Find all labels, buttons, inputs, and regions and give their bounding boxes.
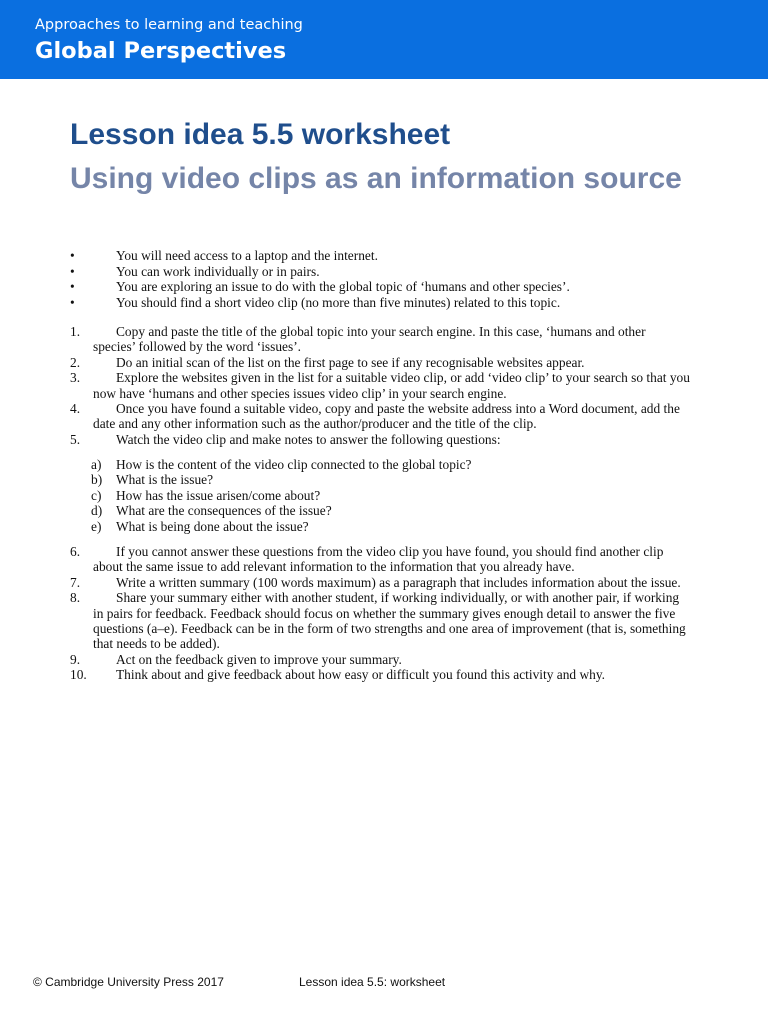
- step-text: Explore the websites given in the list for a suitable video clip, or add ‘video clip’ to your search so that you now have ‘humans and other species issues video clip’ in your search engine.: [93, 370, 690, 401]
- bullet-icon: •: [70, 263, 75, 279]
- question-letter: e): [91, 518, 102, 534]
- question-text: What are the consequences of the issue?: [116, 503, 332, 519]
- question-letter: c): [91, 487, 102, 503]
- questions-list: [91, 457, 691, 534]
- list-item: • You can work individually or in pairs.: [70, 263, 320, 279]
- step-text: Share your summary either with another student, if working individually, or with another pair, if working in pairs for feedback. Feedback should focus on whether the summary gives enough detail to answer the five questions (a–e). Feedback can be in the form of two strengths and one area of improvement (that is, something that needs to be added).: [93, 590, 686, 652]
- header-banner: [0, 0, 768, 79]
- step-number: 7.: [70, 574, 81, 590]
- page-subtitle: Using video clips as an information source: [70, 162, 682, 195]
- page-title: Lesson idea 5.5 worksheet: [70, 118, 451, 151]
- step-number: 4.: [70, 401, 81, 417]
- bullet-icon: •: [70, 294, 75, 310]
- question-item: [91, 503, 691, 518]
- step-item: [70, 544, 690, 575]
- step-item: [70, 355, 690, 370]
- question-item: [91, 472, 691, 487]
- step-number: 9.: [70, 651, 81, 667]
- step-item: [70, 652, 690, 667]
- step-text: Once you have found a suitable video, copy and paste the website address into a Word document, add the date and any other information such as the author/producer and the title of the clip.: [93, 401, 680, 432]
- step-item: [70, 401, 690, 432]
- step-item: [70, 370, 690, 401]
- banner-title: Global Perspectives: [35, 38, 287, 64]
- step-text: Write a written summary (100 words maximum) as a paragraph that includes information about the issue.: [116, 574, 681, 590]
- question-letter: b): [91, 472, 103, 488]
- step-item: [70, 667, 690, 682]
- step-item: [70, 432, 690, 447]
- question-item: [91, 488, 691, 503]
- step-text: Do an initial scan of the list on the first page to see if any recognisable websites appear.: [116, 354, 585, 370]
- bullet-icon: •: [70, 248, 75, 263]
- step-text: If you cannot answer these questions from the video clip you have found, you should find another clip about the same issue to add relevant information to the information that you already have.: [93, 544, 664, 575]
- banner-subtitle: Approaches to learning and teaching: [35, 17, 303, 33]
- question-letter: d): [91, 503, 103, 519]
- steps-list-continued: [70, 544, 690, 683]
- question-letter: a): [91, 457, 102, 472]
- step-text: Copy and paste the title of the global topic into your search engine. In this case, ‘humans and other species’ followed by the word ‘issues’.: [93, 324, 646, 355]
- step-item: [70, 575, 690, 590]
- step-number: 2.: [70, 354, 81, 370]
- step-text: Think about and give feedback about how easy or difficult you found this activity and why.: [116, 667, 606, 683]
- step-text: Watch the video clip and make notes to answer the following questions:: [116, 431, 501, 447]
- list-item: • You should find a short video clip (no more than five minutes) related to this topic.: [70, 294, 561, 310]
- question-text: What is being done about the issue?: [116, 518, 309, 534]
- steps-list: [70, 324, 690, 447]
- list-item: • You will need access to a laptop and the internet.: [70, 248, 378, 263]
- step-number: 6.: [70, 544, 81, 559]
- step-item: [70, 324, 690, 355]
- footer-copyright: © Cambridge University Press 2017: [33, 975, 224, 989]
- list-item: • You are exploring an issue to do with the global topic of ‘humans and other species’.: [70, 279, 570, 295]
- step-item: [70, 590, 690, 652]
- question-text: What is the issue?: [116, 472, 214, 488]
- question-text: How has the issue arisen/come about?: [116, 487, 321, 503]
- question-item: [91, 457, 691, 472]
- question-item: [91, 519, 691, 534]
- step-number: 10.: [70, 667, 87, 683]
- step-number: 5.: [70, 431, 81, 447]
- step-number: 8.: [70, 590, 81, 606]
- step-number: 1.: [70, 324, 81, 339]
- question-text: How is the content of the video clip connected to the global topic?: [116, 457, 472, 472]
- step-number: 3.: [70, 370, 81, 386]
- bullet-icon: •: [70, 279, 75, 295]
- requirements-list: [70, 248, 690, 310]
- step-text: Act on the feedback given to improve your summary.: [116, 651, 402, 667]
- footer-label: Lesson idea 5.5: worksheet: [299, 975, 446, 989]
